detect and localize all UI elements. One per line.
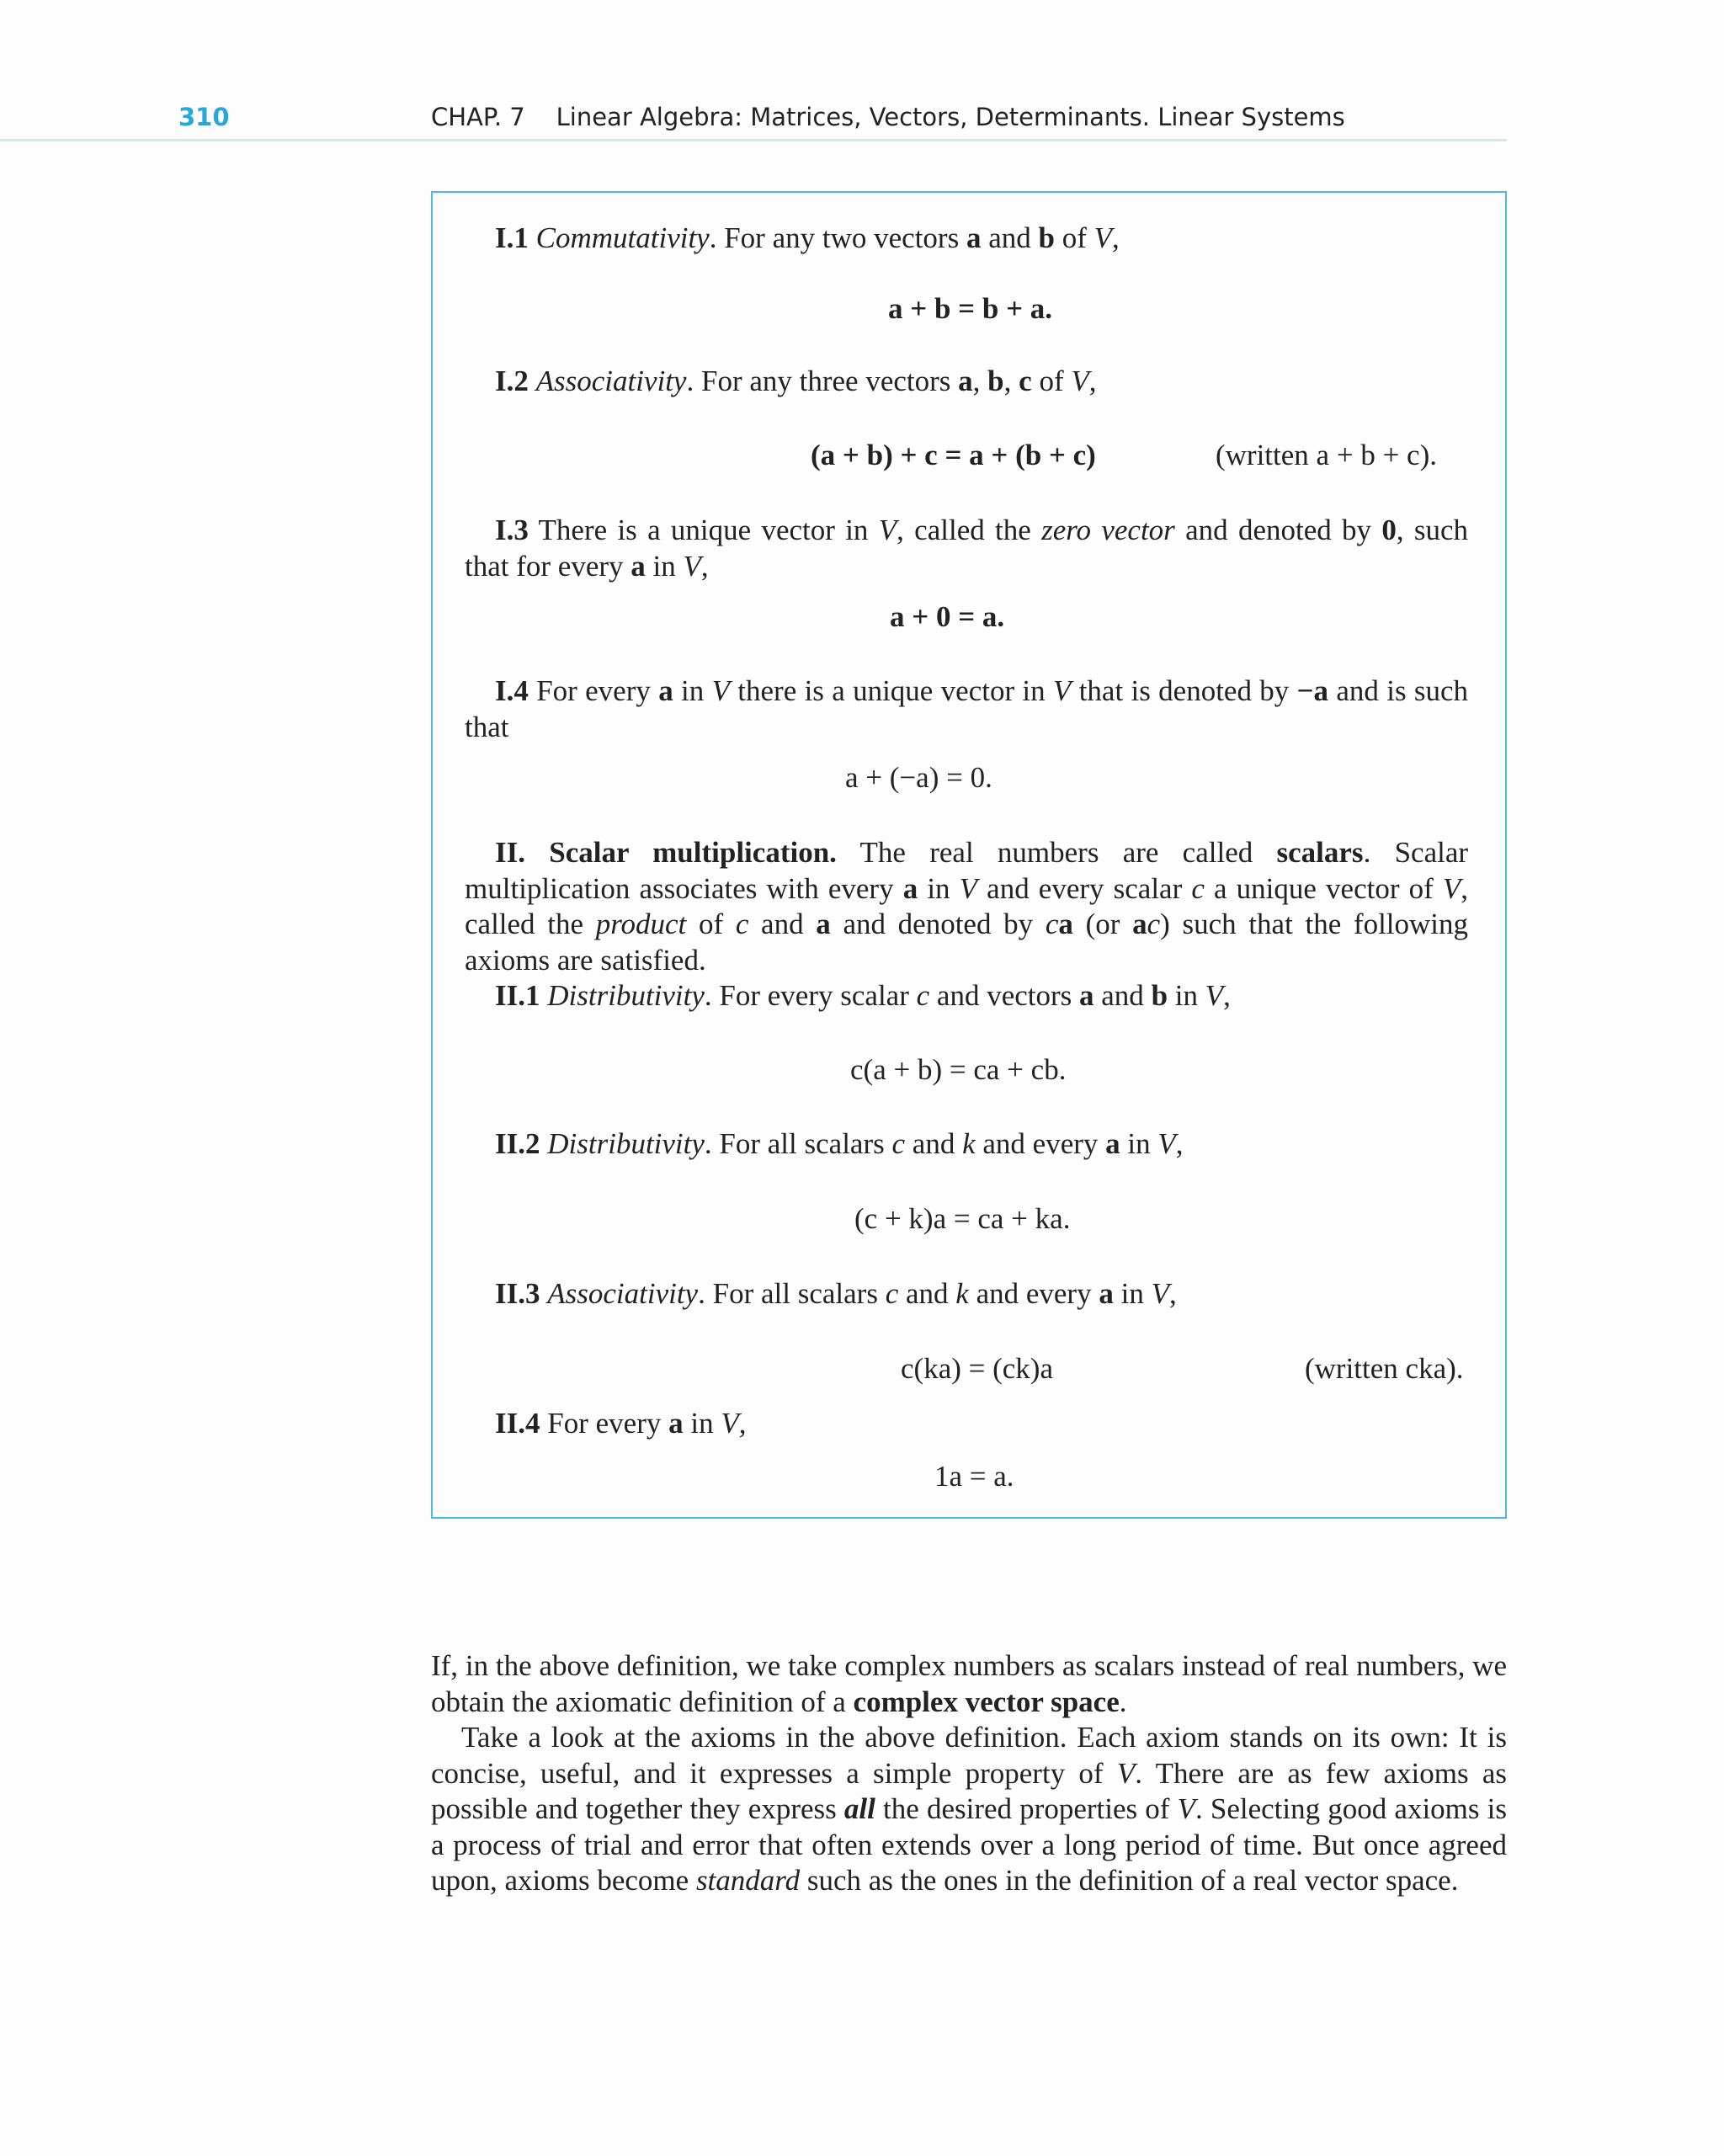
axiom-i4: I.4 For every a in V there is a unique vector in V that is denoted by −a and is such that (465, 674, 1469, 743)
axiom-name: Associativity (547, 1277, 699, 1310)
axiom-i2: I.2 Associativity. For any three vectors a, b, c of V, (495, 365, 1097, 397)
equation-ii4: 1a = a. (934, 1460, 1014, 1493)
header-rule (0, 139, 1507, 141)
axiom-text: For any three vectors (700, 365, 951, 397)
axiom-ii2: II.2 Distributivity. For all scalars c and k and every a in V, (495, 1127, 1184, 1160)
axiom-number: II.1 (495, 979, 540, 1012)
equation-i2: (a + b) + c = a + (b + c) (811, 439, 1096, 471)
equation-ii3: c(ka) = (ck)a (901, 1352, 1053, 1385)
body-paragraph-2: Take a look at the axioms in the above definition. Each axiom stands on its own: It is concise, useful, and it expresses a simple property of V. There are as few axioms as possible and together they express all the desired properties of V. Selecting good axioms is a process of trial and error that often extends over a long period of time. But once agreed upon, axioms become standard such as the ones in the definition of a real vector space. (431, 1721, 1508, 1897)
axiom-i3: I.3 There is a unique vector in V, called the zero vector and denoted by 0, such that for every a in V, (465, 514, 1469, 583)
equation-ii2: (c + k)a = ca + ka. (854, 1202, 1071, 1235)
running-head: CHAP. 7 Linear Algebra: Matrices, Vectors, Determinants. Linear Systems (431, 103, 1345, 131)
axiom-number: I.2 (495, 365, 529, 397)
equation-i3: a + 0 = a. (890, 600, 1005, 633)
axiom-ii4: II.4 For every a in V, (495, 1407, 747, 1440)
equation-i2-written: (written a + b + c). (1216, 439, 1437, 471)
zero-vector-term: zero vector (1041, 514, 1175, 546)
body-paragraph-1: If, in the above definition, we take complex numbers as scalars instead of real numbers, we obtain the axiomatic definition of a complex vector space. (431, 1649, 1507, 1718)
equation-ii3-written: (written cka). (1305, 1352, 1464, 1385)
axiom-ii1: II.1 Distributivity. For every scalar c and vectors a and b in V, (495, 979, 1231, 1012)
axiom-number: II.4 (495, 1407, 540, 1440)
equation-i1: a + b = b + a. (888, 292, 1053, 325)
axiom-ii: II. Scalar multiplication. The real numbers are called scalars. Scalar multiplication associates with every a in V and every scalar c a unique vector of V, called the product of c and a and denoted by ca (or ac) such that the following axioms are satisfied. (465, 836, 1469, 977)
axiom-name: Associativity (535, 365, 687, 397)
axiom-text: For any two vectors (724, 221, 960, 254)
axiom-name: Distributivity (547, 1127, 705, 1160)
axiom-number: II.3 (495, 1277, 540, 1310)
axiom-i1: I.1 Commutativity. For any two vectors a and b of V, (495, 221, 1120, 254)
page-number: 310 (178, 103, 230, 131)
axiom-name: Commutativity (535, 221, 710, 254)
complex-vector-space-term: complex vector space (853, 1685, 1120, 1718)
axiom-number: II.2 (495, 1127, 540, 1160)
equation-ii1: c(a + b) = ca + cb. (850, 1053, 1067, 1086)
axiom-ii3: II.3 Associativity. For all scalars c and k and every a in V, (495, 1277, 1177, 1310)
axiom-number: I.1 (495, 221, 529, 254)
scalar-multiplication-title: Scalar multiplication. (549, 836, 837, 869)
axiom-name: Distributivity (547, 979, 705, 1012)
equation-i4: a + (−a) = 0. (845, 761, 992, 794)
